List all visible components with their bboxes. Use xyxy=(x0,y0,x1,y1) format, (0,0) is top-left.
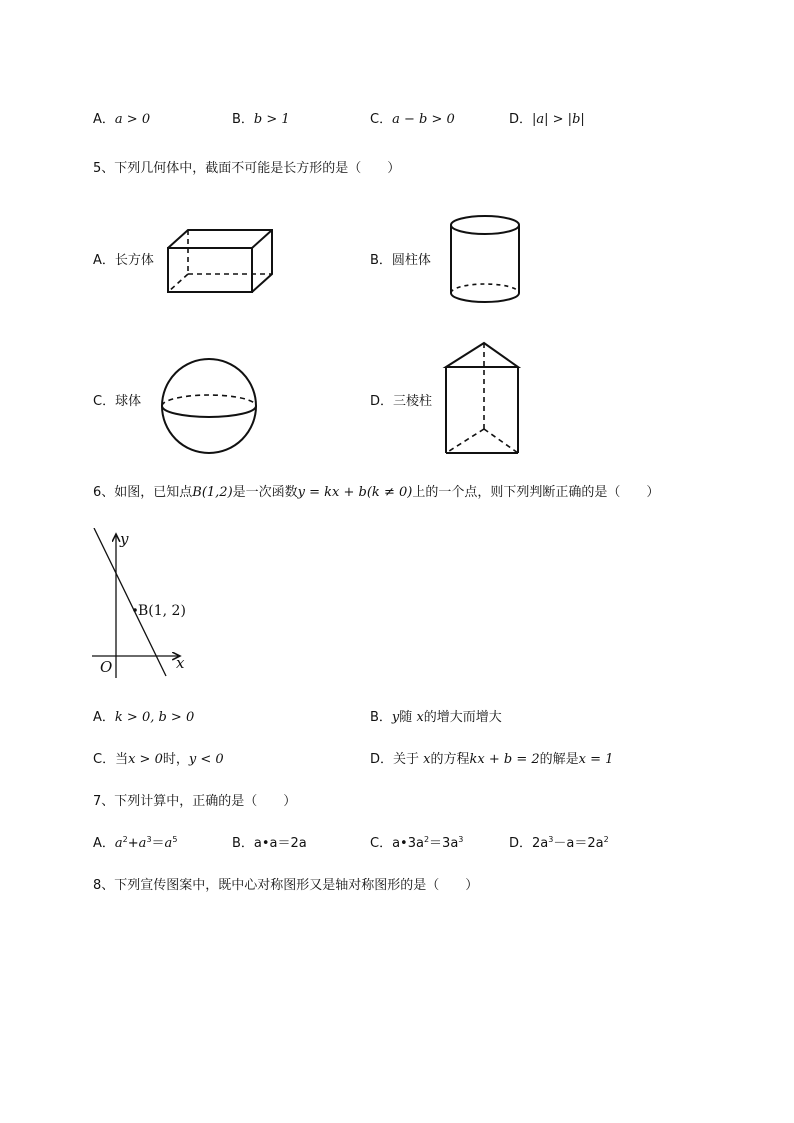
q7-option-d-mid: －a＝2a xyxy=(553,836,604,851)
q7-option-a-plus: + xyxy=(127,836,139,851)
q7-option-d-left: 2a xyxy=(532,836,549,851)
q6-option-c-math1: x > 0 xyxy=(128,752,163,767)
q7-option-a xyxy=(93,832,177,851)
q6-graph xyxy=(90,528,200,680)
q7-option-c-exp1: 2 xyxy=(423,835,430,844)
cuboid-figure xyxy=(164,226,276,296)
q7-option-a-prefix: A． xyxy=(93,836,115,851)
q7-option-b xyxy=(232,832,307,851)
q6-option-a-prefix: A． xyxy=(93,710,115,725)
q6-option-d-sol: x = 1 xyxy=(578,752,614,767)
q6-option-b-prefix: B． xyxy=(370,710,392,725)
q7-option-d-exp2: 2 xyxy=(603,835,609,844)
q4-option-c-math: a − b > 0 xyxy=(392,112,455,127)
q7-option-d-exp1: 3 xyxy=(548,835,554,844)
q6-option-b-text2: 的增大而增大 xyxy=(423,710,502,725)
q6-option-c-math2: y < 0 xyxy=(188,752,224,767)
q6-option-d-text1: 的方程 xyxy=(430,752,470,767)
q5-option-b-text: 圆柱体 xyxy=(391,253,431,268)
point-b xyxy=(133,608,137,612)
q6-option-d-text2: 的解是 xyxy=(539,752,579,767)
x-axis-label: x xyxy=(176,654,185,672)
q5-option-d-text: 三棱柱 xyxy=(393,394,433,409)
q7-option-a-exp1: 2 xyxy=(122,835,128,844)
q5-option-a xyxy=(93,249,154,268)
q7-option-a-exp3: 5 xyxy=(172,835,178,844)
q6-option-d xyxy=(370,748,613,767)
q7-option-c xyxy=(370,832,463,851)
q7-option-a-base2: a xyxy=(138,836,147,851)
q6-option-a-math: k > 0, b > 0 xyxy=(114,710,195,725)
q5-option-c-text: 球体 xyxy=(115,394,142,409)
function-line xyxy=(94,528,166,676)
q4-option-b-prefix: B． xyxy=(232,112,254,127)
q6-stem-before: 6、如图，已知点 xyxy=(93,485,193,500)
q7-option-a-base3: a xyxy=(164,836,173,851)
cylinder-figure xyxy=(446,213,524,305)
q7-option-c-prefix: C． xyxy=(370,836,393,851)
q7-option-d-prefix: D． xyxy=(509,836,533,851)
q4-option-b-math: b > 1 xyxy=(253,112,290,127)
q4-option-a-prefix: A． xyxy=(93,112,115,127)
q5-option-c-prefix: C． xyxy=(93,394,116,409)
q6-stem-mid: 是一次函数 xyxy=(232,485,298,500)
q5-option-a-text: 长方体 xyxy=(114,253,154,268)
q6-option-b-text1: 随 xyxy=(399,710,413,725)
q4-option-c xyxy=(370,108,455,127)
q6-option-d-eq: kx + b = 2 xyxy=(469,752,540,767)
y-axis-label: y xyxy=(120,530,129,548)
q5-option-d xyxy=(370,390,432,409)
q4-option-c-prefix: C． xyxy=(370,112,393,127)
point-b-label: B(1, 2) xyxy=(138,603,186,619)
q4-option-b xyxy=(232,108,290,127)
q5-option-d-prefix: D． xyxy=(370,394,394,409)
q7-option-b-prefix: B． xyxy=(232,836,254,851)
q6-option-a xyxy=(93,706,194,725)
q7-option-a-exp2: 3 xyxy=(146,835,152,844)
q4-option-a-math: a > 0 xyxy=(114,112,151,127)
q7-option-c-exp2: 3 xyxy=(458,835,464,844)
q7-stem: 7、下列计算中，正确的是（ ） xyxy=(93,794,297,809)
q6-option-d-x: x xyxy=(423,752,431,767)
q5-option-b xyxy=(370,249,431,268)
origin-label: O xyxy=(100,658,113,676)
q5-option-b-prefix: B． xyxy=(370,253,392,268)
q7-option-d xyxy=(509,832,609,851)
q4-option-d-math: |a| > |b| xyxy=(532,112,585,127)
q6-option-d-prefix: D．关于 xyxy=(370,752,420,767)
q6-option-c-text1: 时， xyxy=(162,752,189,767)
q6-option-b-y: y xyxy=(391,710,400,725)
sphere-figure xyxy=(158,356,260,456)
q6-option-b xyxy=(370,706,502,725)
q7-option-a-base1: a xyxy=(114,836,123,851)
q6-stem-after: 上的一个点，则下列判断正确的是（ ） xyxy=(412,485,660,500)
q6-stem xyxy=(93,481,659,500)
q8-stem: 8、下列宣传图案中，既中心对称图形又是轴对称图形的是（ ） xyxy=(93,878,479,893)
q5-option-a-prefix: A． xyxy=(93,253,115,268)
q5-option-c xyxy=(93,390,141,409)
q6-func-math: y = kx + b(k ≠ 0) xyxy=(297,485,413,500)
q7-option-c-left: a•3a xyxy=(392,836,424,851)
q7-option-b-text: a•a＝2a xyxy=(253,836,307,851)
triangular-prism-figure xyxy=(440,339,524,457)
q6-point-math: B(1,2) xyxy=(192,485,233,500)
q4-option-a xyxy=(93,108,150,127)
q6-option-b-x: x xyxy=(416,710,424,725)
q7-option-a-eq: ＝ xyxy=(151,836,165,851)
q6-option-c xyxy=(93,748,224,767)
q7-option-c-mid: ＝3a xyxy=(429,836,459,851)
q5-stem: 5、下列几何体中，截面不可能是长方形的是（ ） xyxy=(93,161,401,176)
q6-option-c-prefix: C．当 xyxy=(93,752,129,767)
q4-option-d xyxy=(509,108,585,127)
q4-option-d-prefix: D． xyxy=(509,112,533,127)
